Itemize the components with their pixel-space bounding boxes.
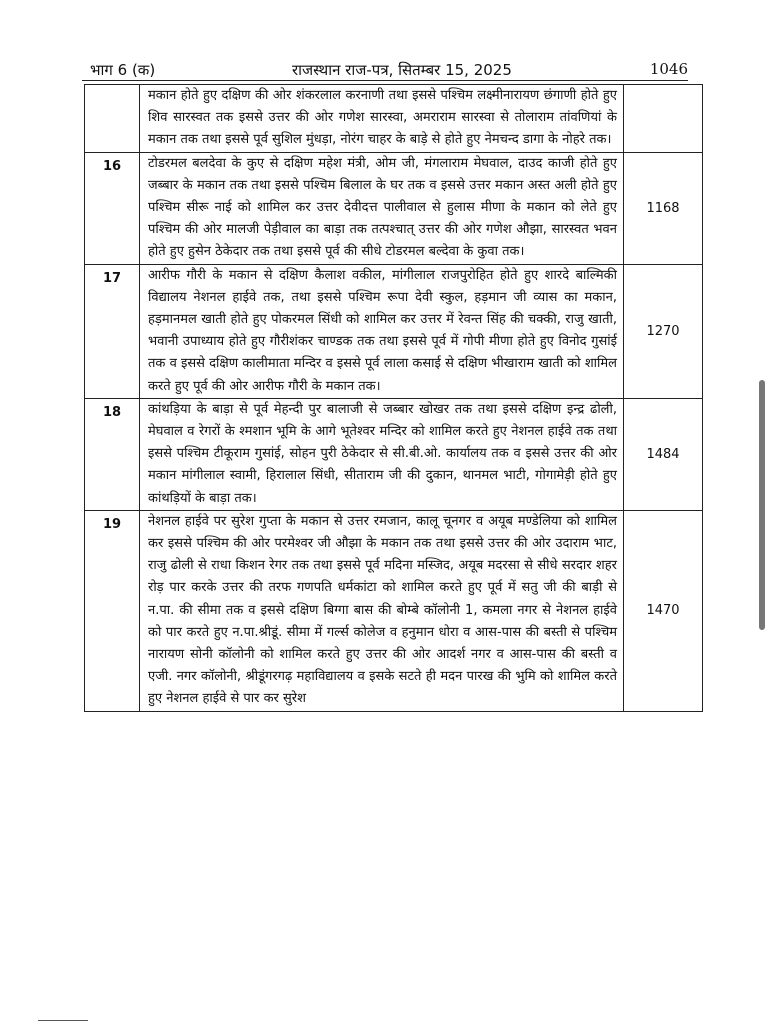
population-count: 1484 xyxy=(624,398,703,510)
boundary-description: मकान होते हुए दक्षिण की ओर शंकरलाल करनाणी तथा इससे पश्चिम लक्ष्मीनारायण छंगाणी होते हुए शिव सारस्वत तक इससे उत्तर की ओर गणेश सारस्वा, अमराराम सारस्वा से तोलाराम तांवणियां के मकान तक तथा इससे पूर्व सुशिल मुंधड़ा, नोरंग चाहर के बाड़े से होते हुए नेमचन्द डागा के नोहरे तक। xyxy=(140,85,624,153)
table-row xyxy=(85,510,703,711)
ward-number xyxy=(85,85,140,153)
gazette-title: राजस्थान राज-पत्र, सितम्बर 15, 2025 xyxy=(292,61,512,79)
population-count: 1168 xyxy=(624,152,703,264)
ward-number: 17 xyxy=(85,264,140,398)
population-count xyxy=(624,85,703,153)
population-count: 1470 xyxy=(624,510,703,711)
boundary-description: नेशनल हाईवे पर सुरेश गुप्ता के मकान से उत्तर रमजान, कालू चूनगर व अयूब मण्डेलिया को शामिल कर इससे पश्चिम की ओर परमेश्वर जी औझा के मकान तक तथा इससे उत्तर की ओर उदाराम भाट, राजु ढोली से राधा किशन रेगर तक तथा इससे पूर्व मदिना मस्जिद, अयूब मदरसा से सीधे सरदार शहर रोड़ पार करके उत्तर की तरफ गणपति धर्मकांटा को शामिल करते हुए पूर्व में सतु जी की बाड़ी से न.पा. की सीमा तक व इससे दक्षिण बिग्गा बास की बोम्बे कॉलोनी 1, कमला नगर से नेशनल हाईवे को पार करते हुए न.पा.श्रीडूं. सीमा में गर्ल्स कोलेज व हनुमान धोरा व आस-पास की बस्ती से पश्चिम नारायण सोनी कॉलोनी को शामिल करते हुए उत्तर की ओर आदर्श नगर व आस-पास की बस्ती व एजी. नगर कॉलोनी, श्रीडूंगरगढ़ महाविद्यालय व इसके सटते ही मदन पारख की भुमि को शामिल करते हुए नेशनल हाईवे से पार कर सुरेश xyxy=(140,510,624,711)
table-row xyxy=(85,85,703,153)
ward-number: 19 xyxy=(85,510,140,711)
page-number: 1046 xyxy=(649,60,688,78)
boundary-description: टोडरमल बलदेवा के कुए से दक्षिण महेश मंत्री, ओम जी, मंगलाराम मेघवाल, दाउद काजी होते हुए जब्बार के मकान तक तथा इससे पश्चिम बिलाल के घर तक व इससे उत्तर मकान अस्त अली होते हुए पश्चिम सीरू नाई को शामिल कर उत्तर देवीदत्त पालीवाल से हुलास मीणा के मकान को लेते हुए पश्चिम की ओर मालजी पेड़ीवाल का बाड़ा तक तत्पश्चात् उत्तर की ओर गणेश औझा, सारस्वत भवन होते हुए हुसेन ठेकेदार तक तथा इससे पूर्व की सीधे टोडरमल बल्देवा के कुवा तक। xyxy=(140,152,624,264)
table-row xyxy=(85,152,703,264)
ward-number: 18 xyxy=(85,398,140,510)
scrollbar[interactable] xyxy=(759,380,765,630)
boundary-description: आरीफ गौरी के मकान से दक्षिण कैलाश वकील, मांगीलाल राजपुरोहित होते हुए शारदे बाल्मिकी विद्यालय नेशनल हाईवे तक, तथा इससे पश्चिम रूपा देवी स्कुल, हड़मान जी व्यास का मकान, हड़मानमल खाती होते हुए पोकरमल सिंधी को शामिल कर उत्तर में रेवन्त सिंह की चक्की, राजु खाती, भवानी उपाध्याय होते हुए गौरीशंकर चाण्डक तक तथा इससे पूर्व में गोपी मीणा होते हुए विनोद गुसांई तक व इससे दक्षिण कालीमाता मन्दिर व इससे पूर्व लाला कसाई से दक्षिण भीखाराम खाती को शामिल करते हुए पूर्व की ओर आरीफ गौरी के मकान तक। xyxy=(140,264,624,398)
ward-boundary-table xyxy=(84,84,703,712)
header-rule xyxy=(82,80,688,81)
population-count: 1270 xyxy=(624,264,703,398)
footer-rule xyxy=(38,1020,88,1021)
gazette-part: भाग 6 (क) xyxy=(90,61,156,79)
ward-number: 16 xyxy=(85,152,140,264)
page-header xyxy=(82,58,688,80)
table-row xyxy=(85,398,703,510)
table-row xyxy=(85,264,703,398)
boundary-description: कांथड़िया के बाड़ा से पूर्व मेहन्दी पुर बालाजी से जब्बार खोखर तक तथा इससे दक्षिण इन्द्र ढोली, मेघवाल व रेगरों के श्मशान भूमि के आगे भूतेश्वर मन्दिर को शामिल करते हुए नेशनल हाईवे तक तथा इससे पश्चिम टीकूराम गुसांई, सोहन पुरी ठेकेदार से सी.बी.ओ. कार्यालय तक व इससे उत्तर की ओर मकान मांगीलाल स्वामी, हिरालाल सिंधी, सीताराम जी की दुकान, थानमल भाटी, गोगामेड़ी होते हुए कांथड़ियों के बाड़ा तक। xyxy=(140,398,624,510)
